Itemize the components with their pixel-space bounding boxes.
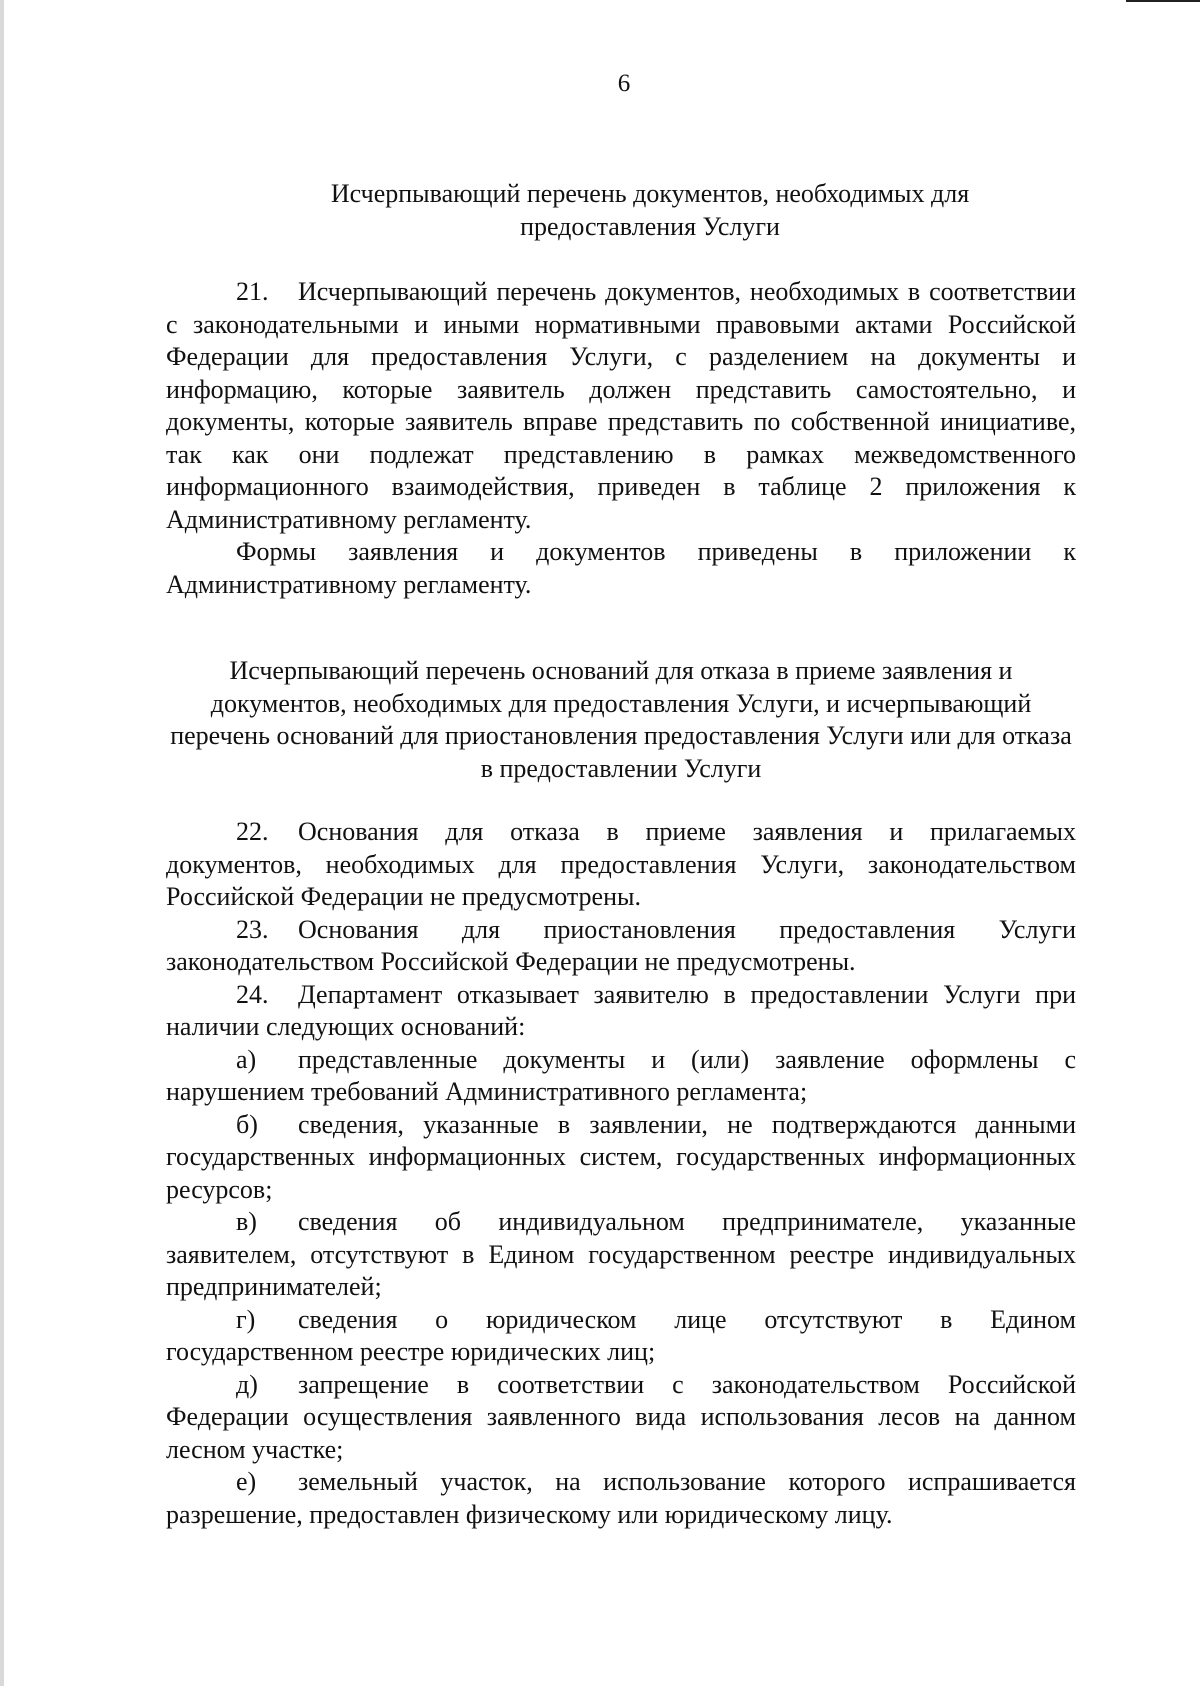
section-1-body — [166, 276, 1076, 601]
list-marker: г) — [236, 1304, 256, 1334]
list-marker: б) — [236, 1109, 258, 1139]
list-item-e — [166, 1466, 1076, 1531]
paragraph-24 — [166, 979, 1076, 1044]
paragraph-number: 21. — [236, 277, 269, 306]
list-marker: а) — [236, 1044, 257, 1074]
list-item-text: сведения, указанные в заявлении, не подтверждаются данными государственных информационных систем, государственных информационных ресурсов; — [166, 1109, 1076, 1204]
page-number: 6 — [617, 70, 631, 97]
paragraph-forms — [166, 536, 1076, 601]
paragraph-text: Департамент отказывает заявителю в предоставлении Услуги при наличии следующих оснований: — [166, 979, 1076, 1041]
list-marker: д) — [236, 1369, 258, 1399]
paragraph-text: Исчерпывающий перечень документов, необходимых в соответствии с законодательными и иными нормативными правовыми актами Российской Федерации для предоставления Услуги, с разделением на документы и информацию, которые заявитель должен представить самостоятельно, и документы, которые заявитель вправе представить по собственной инициативе, так как они подлежат представлению в рамках межведомственного информационного взаимодействия, приведен в таблице 2 приложения к Административному регламенту. — [166, 277, 1076, 534]
paragraph-number: 22. — [236, 817, 269, 846]
paragraph-22 — [166, 816, 1076, 914]
section-1-heading: Исчерпывающий перечень документов, необходимых для предоставления Услуги — [330, 179, 970, 241]
list-item-v — [166, 1206, 1076, 1304]
paragraph-text: Формы заявления и документов приведены в приложении к Административному регламенту. — [166, 537, 1076, 599]
list-item-text: представленные документы и (или) заявление оформлены с нарушением требований Административного регламента; — [166, 1044, 1076, 1106]
list-item-b — [166, 1109, 1076, 1207]
list-item-text: запрещение в соответствии с законодательством Российской Федерации осуществления заявленного вида использования лесов на данном лесном участке; — [166, 1369, 1076, 1464]
paragraph-number: 23. — [236, 914, 269, 944]
list-item-text: сведения о юридическом лице отсутствуют в Едином государственном реестре юридических лиц; — [166, 1304, 1076, 1366]
list-item-a — [166, 1044, 1076, 1109]
scan-edge — [0, 0, 4, 1686]
paragraph-text: Основания для приостановления предоставления Услуги законодательством Российской Федерации не предусмотрены. — [166, 914, 1076, 976]
corner-rule — [1126, 0, 1200, 2]
list-item-d — [166, 1369, 1076, 1467]
section-2-heading: Исчерпывающий перечень оснований для отказа в приеме заявления и документов, необходимых для предоставления Услуги, и исчерпывающий перечень оснований для приостановления предоставления Услуги или для отказа в предоставлении Услуги — [170, 656, 1072, 783]
paragraph-text: Основания для отказа в приеме заявления и прилагаемых документов, необходимых для предоставления Услуги, законодательством Российской Федерации не предусмотрены. — [166, 817, 1076, 911]
section-2-body — [166, 816, 1076, 1531]
paragraph-23 — [166, 914, 1076, 979]
list-marker: в) — [236, 1207, 257, 1236]
paragraph-number: 24. — [236, 979, 269, 1009]
list-marker: е) — [236, 1467, 257, 1496]
list-item-g — [166, 1304, 1076, 1369]
list-item-text: земельный участок, на использование которого испрашивается разрешение, предоставлен физическому или юридическому лицу. — [166, 1467, 1076, 1529]
list-item-text: сведения об индивидуальном предпринимателе, указанные заявителем, отсутствуют в Едином государственном реестре индивидуальных предпринимателей; — [166, 1207, 1076, 1301]
paragraph-21 — [166, 276, 1076, 536]
